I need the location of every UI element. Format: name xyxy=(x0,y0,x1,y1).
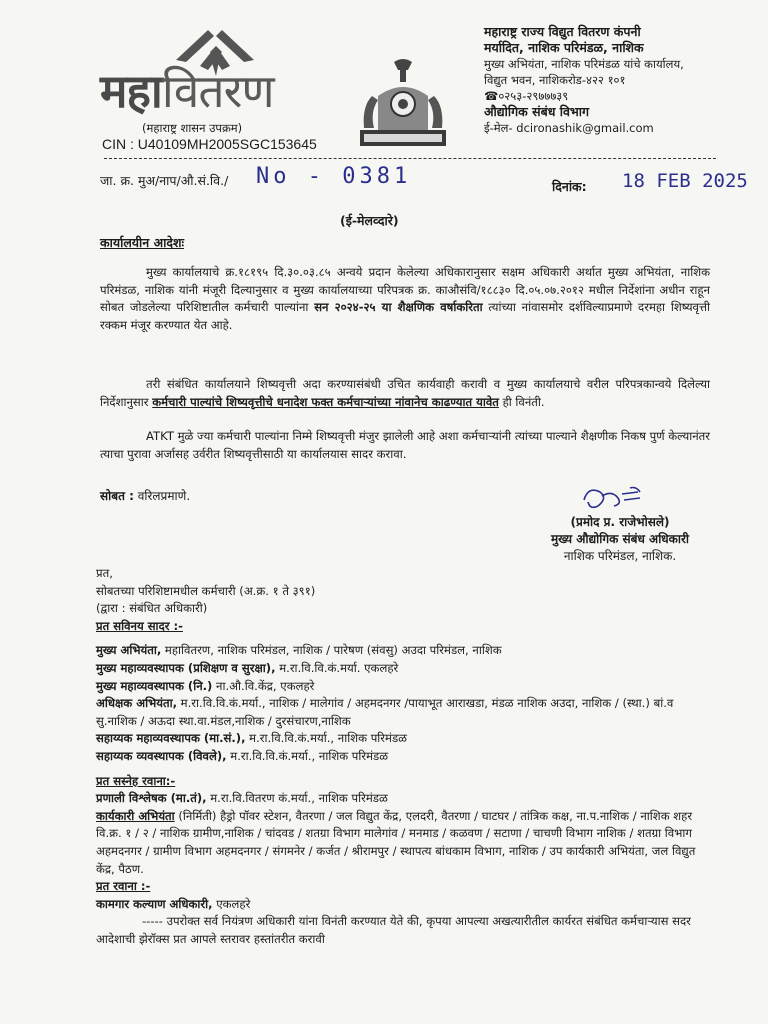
copy-to-line2: (द्वारा : संबंधित अधिकारी) xyxy=(96,601,208,616)
email-mode-tag: (ई-मेलव्दारे) xyxy=(340,213,399,228)
copy-line: प्रणाली विश्लेषक (मा.तं), म.रा.वि.वितरण कं.मर्या., नाशिक परिमंडळ xyxy=(96,791,388,806)
government-emblem-icon xyxy=(356,56,450,150)
address-line: विद्युत भवन, नाशिकरोड-४२२ १०१ xyxy=(484,73,626,87)
copy-line: सहाय्यक व्यवस्थापक (विवले), म.रा.वि.वि.कं.मर्या., नाशिक परिमंडळ xyxy=(96,748,389,763)
copy-line: कामगार कल्याण अधिकारी, एकलहरे xyxy=(96,896,251,911)
copy-line: मुख्य महाव्यवस्थापक (प्रशिक्षण व सुरक्षा), म.रा.वि.वि.कं.मर्या. एकलहरे xyxy=(96,660,399,675)
enclosure-note: सोबत : वरिलप्रमाणे. xyxy=(100,489,191,503)
department-name: औद्योगिक संबंध विभाग xyxy=(484,104,590,119)
cin-number: CIN : U40109MH2005SGC153645 xyxy=(102,136,317,152)
logo-subtitle: (महाराष्ट्र शासन उपक्रम) xyxy=(142,121,243,135)
header-divider xyxy=(104,158,716,159)
copy-section-heading-2: प्रत सस्नेह रवाना:- xyxy=(96,773,176,788)
signatory-designation: मुख्य औद्योगिक संबंध अधिकारी xyxy=(550,532,690,546)
copy-distribution xyxy=(96,565,716,948)
handwritten-signature xyxy=(578,482,658,516)
order-paragraph-2: तरी संबंधित कार्यालयाने शिष्यवृत्ती अदा करण्यासंबंधी उचित कार्यवाही करावी व मुख्य कार्यालयाचे वरील परिपत्रकान्वये दिलेल्या निर्देशानुसार कर्मचारी पाल्यांचे शिष्यवृत्तीचे धनादेश फक्त कर्मचाऱ्यांच्या नांवानेच काढण्यात यावेत ही विनंती. xyxy=(100,377,710,409)
copy-section-heading-1: प्रत सविनय सादर :- xyxy=(96,618,183,633)
copy-line: मुख्य महाव्यवस्थापक (नि.) ना.औ.वि.केंद्र, एकलहरे xyxy=(96,678,315,693)
date-label: दिनांक: xyxy=(552,179,587,194)
copy-line: मुख्य अभियंता, महावितरण, नाशिक परिमंडल, नाशिक / पारेषण (संवसु) अउदा परिमंडल, नाशिक xyxy=(96,643,502,658)
reference-number-stamp: No - 0381 xyxy=(256,164,412,189)
copy-line: अधिक्षक अभियंता, म.रा.वि.वि.कं.मर्या., नाशिक / मालेगांव / अहमदनगर /पायाभूत आराखडा, मंडळ नाशिक अउदा, नाशिक / (स्था.) बां.व सु.नाशिक / अऊदा स्था.वा.मंडल,नाशिक / दुरसंचारण,नाशिक xyxy=(96,696,674,728)
copy-to-line1: सोबतच्या परिशिष्टामधील कर्मचारी (अ.क्र. १ ते ३९१) xyxy=(96,583,316,598)
date-stamp: 18 FEB 2025 xyxy=(622,170,748,192)
final-instruction: ----- उपरोक्त सर्व नियंत्रण अधिकारी यांना विनंती करण्यात येते की, कृपया आपल्या अखत्यारीतील कार्यरत संबंधित कर्मचाऱ्यास सदर आदेशाची झेरॉक्स प्रत आपले स्तरावर हस्तांतरीत करावी xyxy=(96,914,691,946)
phone-number: ☎०२५३-२९७७७३९ xyxy=(484,89,569,103)
copy-section-heading-3: प्रत रवाना :- xyxy=(96,879,151,894)
company-name-line2: मर्यादित, नाशिक परिमंडळ, नाशिक xyxy=(484,40,644,55)
order-paragraph-3: ATKT मुळे ज्या कर्मचारी पाल्यांना निम्मे शिष्यवृत्ती मंजुर झालेली आहे अशा कर्मचाऱ्यांनी त्यांच्या पाल्याने शैक्षणीक निकष पुर्ण केल्यानंतर त्याचा पुरावा अर्जासह उर्वरीत शिष्यवृत्तीसाठी या कार्यालयास सादर करावा. xyxy=(100,429,710,461)
order-paragraph-1: मुख्य कार्यालयाचे क्र.१८१९५ दि.३०.०३.८५ अन्वये प्रदान केलेल्या अधिकारानुसार सक्षम अधिकारी अर्थात मुख्य अभियंता, नाशिक परिमंडळ, नाशिक यांनी मंजूरी दिल्यानुसार व मुख्य कार्यालयाच्या परिपत्रक क्र. काऔसंवि/१८८३० दि.०५.०७.२०१२ मधील निर्देशांना अधीन राहून सोबत जोडलेल्या परिशिष्टातील कर्मचारी पाल्यांना सन २०२४-२५ या शैक्षणिक वर्षाकरिता त्यांच्या नांवासमोर दर्शविल्याप्रमाणे दरमहा शिष्यवृत्ती रक्कम मंजूर करण्यात येत आहे. xyxy=(100,265,711,332)
office-line: मुख्य अभियंता, नाशिक परिमंडळ यांचे कार्यालय, xyxy=(484,57,684,71)
signatory-block xyxy=(535,514,705,565)
company-name-line1: महाराष्ट्र राज्य विद्युत वितरण कंपनी xyxy=(484,24,641,39)
copy-to-label: प्रत, xyxy=(96,566,113,580)
email-address: ई-मेल- dcironashik@gmail.com xyxy=(484,121,654,135)
company-logo-text: महावितरण xyxy=(100,64,274,118)
signatory-office: नाशिक परिमंडल, नाशिक. xyxy=(563,549,677,563)
copy-line: सहाय्यक महाव्यवस्थापक (मा.सं.), म.रा.वि.वि.कं.मर्या., नाशिक परिमंडळ xyxy=(96,731,407,746)
copy-line: कार्यकारी अभियंता (निर्मिती) हैड्रो पॉवर स्टेशन, वैतरणा / जल विद्युत केंद्र, एलदरी, वैतरणा / घाटघर / तांत्रिक कक्ष, ना.प.नाशिक / नाशिक शहर वि.क्र. १ / २ / नाशिक ग्रामीण,नाशिक / चांदवड / शतग्रा विभाग मालेगांव / मनमाड / कळवण / सटाणा / चाचणी विभाग नाशिक / शतग्रा विभाग अहमदनगर / ग्रामीण विभाग अहमदनगर / संगमनेर / कर्जत / श्रीरामपुर / स्थापत्य बांधकाम विभाग, नाशिक / उप कार्यकारी अभियंता, जल विद्युत केंद्र, पैठण. xyxy=(96,808,696,876)
signatory-name: (प्रमोद प्र. राजेभोसले) xyxy=(570,515,670,529)
reference-label: जा. क्र. मुअ/नाप/औ.सं.वि./ xyxy=(100,173,229,188)
order-title: कार्यालयीन आदेशः xyxy=(100,235,185,250)
company-address-block xyxy=(484,24,764,136)
